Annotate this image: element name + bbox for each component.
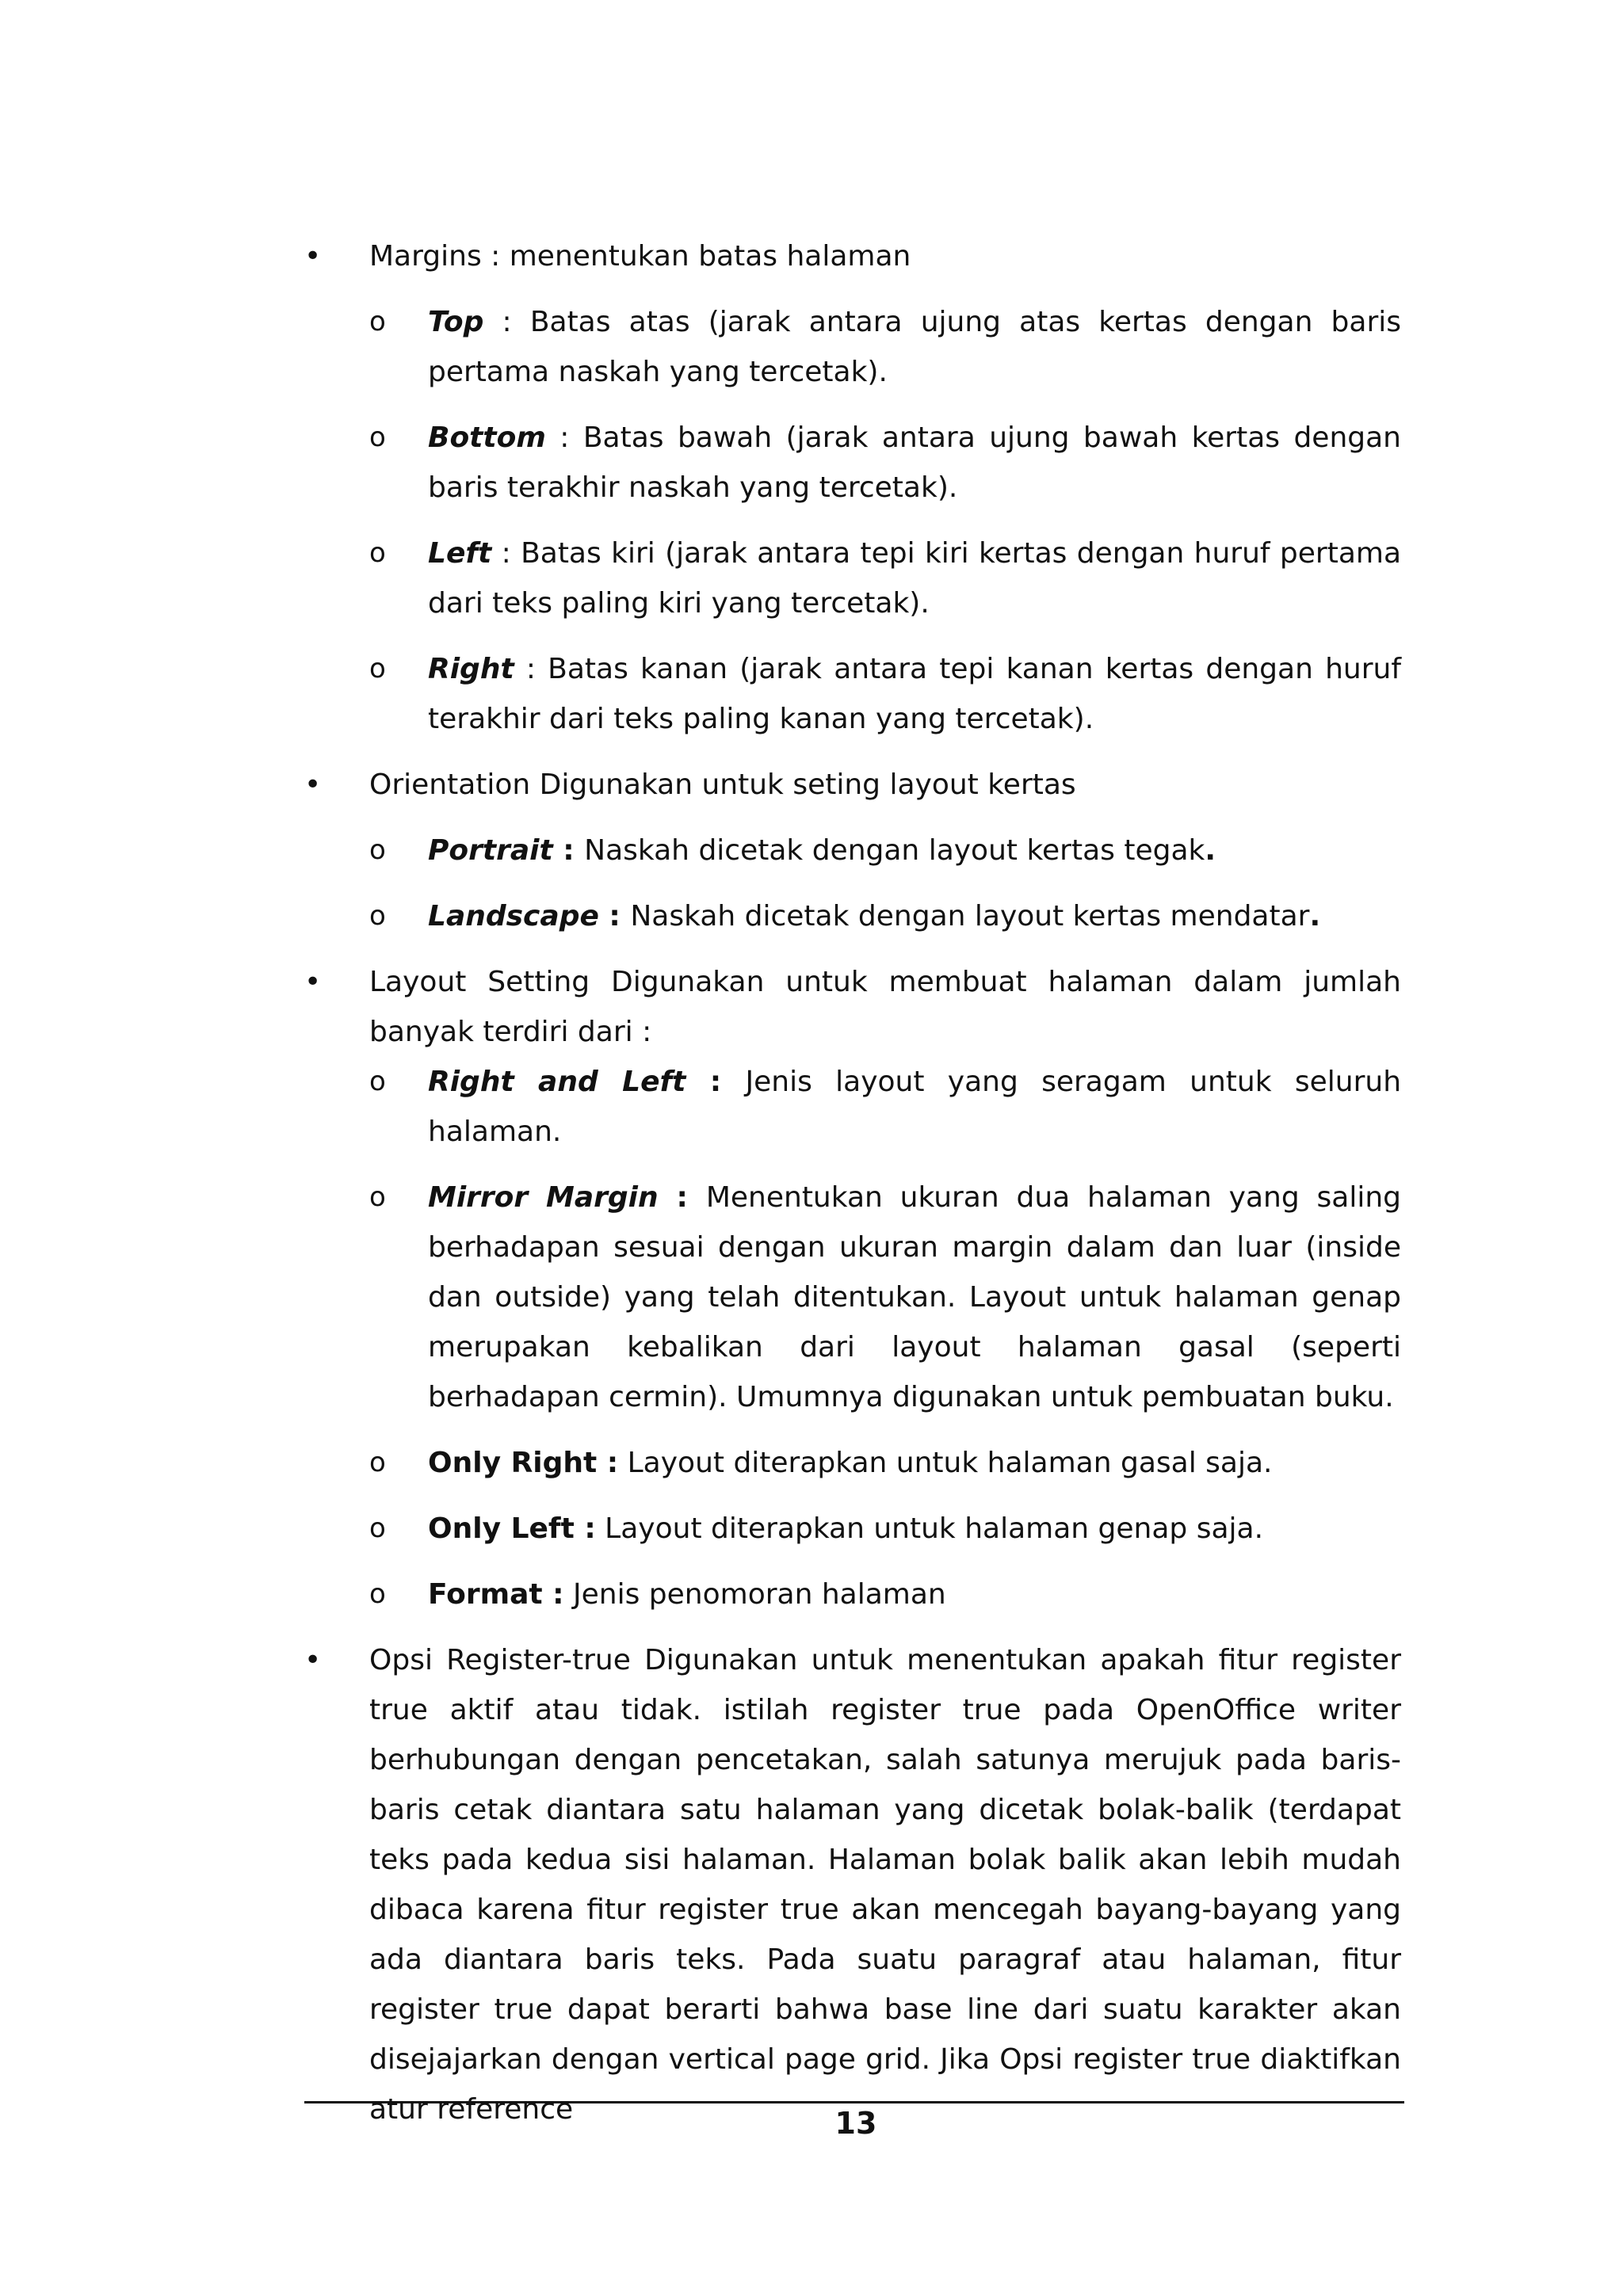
item-text: Naskah dicetak dengan layout kertas mendatar xyxy=(630,900,1310,933)
sub-marker: o xyxy=(369,1578,386,1610)
term-separator: : xyxy=(514,653,548,685)
term-separator: : xyxy=(545,421,583,454)
sub-item-top xyxy=(369,297,1401,397)
term-left: Left xyxy=(428,537,492,570)
sub-marker: o xyxy=(369,653,386,685)
page-body xyxy=(304,231,1401,2134)
term-separator: : xyxy=(552,834,585,867)
sub-item-right xyxy=(369,644,1401,744)
bullet-marker: • xyxy=(304,966,322,998)
term-only-right: Only Right : xyxy=(428,1447,619,1479)
term-separator: : xyxy=(658,1181,706,1214)
term-right: Right xyxy=(428,653,514,685)
item-text: Naskah dicetak dengan layout kertas tegak xyxy=(584,834,1205,867)
item-text: Batas kanan (jarak antara tepi kanan kertas dengan huruf terakhir dari teks paling kanan yang tercetak). xyxy=(428,653,1402,735)
item-end-punct: . xyxy=(1205,834,1216,867)
item-text: Batas atas (jarak antara ujung atas kertas dengan baris pertama naskah yang tercetak). xyxy=(428,306,1402,388)
sub-item-right-and-left xyxy=(369,1057,1401,1157)
term-mirror-margin: Mirror Margin xyxy=(428,1181,659,1214)
term-landscape: Landscape xyxy=(428,900,599,933)
sub-marker: o xyxy=(369,537,386,569)
bullet-orientation xyxy=(304,760,1401,941)
sub-marker: o xyxy=(369,1447,386,1478)
term-right-and-left: Right and Left xyxy=(428,1066,686,1098)
sub-marker: o xyxy=(369,1066,386,1097)
bullet-register-true xyxy=(304,1635,1401,2134)
item-text: Batas bawah (jarak antara ujung bawah kertas dengan baris terakhir naskah yang tercetak). xyxy=(428,421,1401,504)
sub-marker: o xyxy=(369,421,386,453)
sub-list-margins xyxy=(369,297,1401,744)
bullet-text: Opsi Register-true Digunakan untuk menentukan apakah fitur register true aktif atau tidak. istilah register true pada OpenOffice writer berhubungan dengan pencetakan, salah satunya merujuk pada baris-baris cetak diantara satu halaman yang dicetak bolak-balik (terdapat teks pada kedua sisi halaman. Halaman bolak balik akan lebih mudah dibaca karena fitur register true akan mencegah bayang-bayang yang ada diantara baris teks. Pada suatu paragraf atau halaman, fitur register true dapat berarti bahwa base line dari suatu karakter akan disejajarkan dengan vertical page grid. Jika Opsi register true diaktifkan atur reference xyxy=(369,1644,1401,2126)
item-text: Batas kiri (jarak antara tepi kiri kertas dengan huruf pertama dari teks paling kiri yang tercetak). xyxy=(428,537,1402,620)
sub-item-portrait xyxy=(369,826,1401,875)
term-format: Format : xyxy=(428,1578,564,1611)
term-separator: : xyxy=(685,1066,746,1098)
sub-marker: o xyxy=(369,834,386,866)
sub-marker: o xyxy=(369,1181,386,1213)
bullet-margins xyxy=(304,231,1401,744)
sub-item-bottom xyxy=(369,413,1401,513)
sub-marker: o xyxy=(369,1512,386,1544)
sub-list-orientation xyxy=(369,826,1401,941)
term-separator: : xyxy=(598,900,631,933)
sub-item-mirror-margin xyxy=(369,1173,1401,1422)
sub-item-only-right xyxy=(369,1438,1401,1488)
sub-list-layout xyxy=(369,1057,1401,1619)
sub-item-format xyxy=(369,1569,1401,1619)
bullet-layout-setting xyxy=(304,957,1401,1619)
item-text: Menentukan ukuran dua halaman yang saling berhadapan sesuai dengan ukuran margin dalam dan luar (inside dan outside) yang telah ditentukan. Layout untuk halaman genap merupakan kebalikan dari layout halaman gasal (seperti berhadapan cermin). Umumnya digunakan untuk pembuatan buku. xyxy=(428,1181,1401,1413)
bullet-marker: • xyxy=(304,769,322,801)
sub-item-left xyxy=(369,528,1401,628)
sub-item-only-left xyxy=(369,1504,1401,1554)
item-end-punct: . xyxy=(1309,900,1321,933)
term-separator: : xyxy=(491,537,521,570)
term-top: Top xyxy=(428,306,484,338)
page-number: 13 xyxy=(834,2106,877,2141)
bullet-text: Margins : menentukan batas halaman xyxy=(369,240,911,273)
term-bottom: Bottom xyxy=(428,421,546,454)
term-portrait: Portrait xyxy=(428,834,553,867)
bullet-text: Orientation Digunakan untuk seting layout kertas xyxy=(369,769,1076,801)
term-only-left: Only Left : xyxy=(428,1512,596,1545)
bullet-text: Layout Setting Digunakan untuk membuat halaman dalam jumlah banyak terdiri dari : xyxy=(369,966,1401,1048)
sub-marker: o xyxy=(369,306,386,338)
item-text: Jenis penomoran halaman xyxy=(563,1578,946,1611)
sub-item-landscape xyxy=(369,891,1401,941)
item-text: Layout diterapkan untuk halaman gasal saja. xyxy=(618,1447,1273,1479)
item-text: Layout diterapkan untuk halaman genap saja. xyxy=(595,1512,1264,1545)
sub-marker: o xyxy=(369,900,386,932)
term-separator: : xyxy=(483,306,530,338)
item-text: Jenis layout yang seragam untuk seluruh halaman. xyxy=(428,1066,1402,1148)
bullet-marker: • xyxy=(304,1644,322,1676)
bullet-marker: • xyxy=(304,240,322,273)
